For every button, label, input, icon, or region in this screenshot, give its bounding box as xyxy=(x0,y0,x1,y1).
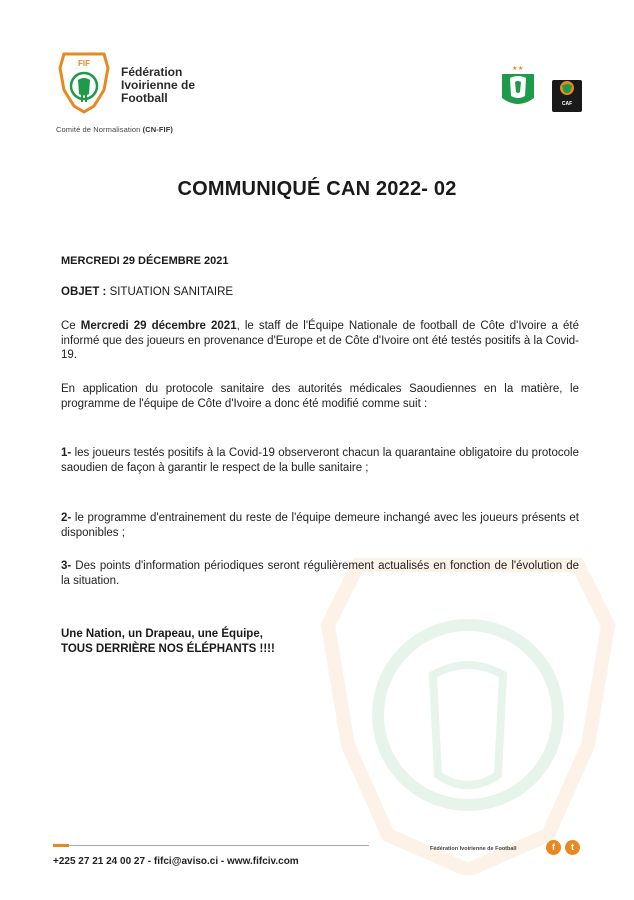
subject-text: SITUATION SANITAIRE xyxy=(106,286,234,298)
twitter-icon[interactable]: t xyxy=(565,840,580,855)
cote-divoire-crest-icon xyxy=(502,65,534,104)
facebook-icon[interactable]: f xyxy=(546,840,561,855)
item1-number: 1- xyxy=(61,447,72,459)
committee-label xyxy=(56,125,173,134)
svg-text:★: ★ xyxy=(512,66,518,72)
partner-logos xyxy=(500,62,592,114)
subject-label: OBJET : xyxy=(61,286,107,298)
committee-code: (CN-FIF) xyxy=(142,125,173,134)
item3-number: 3- xyxy=(61,560,72,572)
document-title: COMMUNIQUÉ CAN 2022- 02 xyxy=(177,178,457,200)
slogan-line2: TOUS DERRIÈRE NOS ÉLÉPHANTS !!!! xyxy=(61,642,275,655)
svg-text:★: ★ xyxy=(518,66,524,72)
fif-logo xyxy=(58,50,110,114)
watermark-logo xyxy=(318,545,618,875)
committee-name: Comité de Normalisation xyxy=(56,125,143,134)
footer-federation-name: Fédération Ivoirienne de Football xyxy=(430,846,517,852)
paragraph-intro xyxy=(61,319,579,363)
federation-name xyxy=(121,66,195,105)
slogan xyxy=(61,627,275,657)
item1-text: les joueurs testés positifs à la Covid-19 observeront chacun la quarantaine obligatoire du protocole saoudien de façon à garantir le respect de la bulle sanitaire ; xyxy=(61,447,579,474)
logo-letters: FIF xyxy=(78,59,90,68)
footer-divider xyxy=(69,845,369,846)
item2-text: le programme d'entrainement du reste de l'équipe demeure inchangé avec les joueurs présents et disponibles ; xyxy=(61,512,579,539)
federation-name-line2: Ivoirienne de xyxy=(121,78,196,92)
document-subject xyxy=(61,286,233,298)
slogan-line1: Une Nation, un Drapeau, une Équipe, xyxy=(61,628,263,640)
list-item-1 xyxy=(61,446,579,475)
list-item-2 xyxy=(61,511,579,540)
footer-contact: +225 27 21 24 00 27 - fifci@aviso.ci - www.fifciv.com xyxy=(53,856,299,867)
p1-date: Mercredi 29 décembre 2021 xyxy=(80,320,237,332)
p1-prefix: Ce xyxy=(61,320,81,332)
document-date: MERCREDI 29 DÉCEMBRE 2021 xyxy=(61,255,229,267)
federation-name-line3: Football xyxy=(121,91,168,105)
federation-name-line1: Fédération xyxy=(121,65,183,79)
item2-number: 2- xyxy=(61,512,72,524)
paragraph-protocol: En application du protocole sanitaire des autorités médicales Saoudiennes en la matière, le programme de l'équipe de Côte d'Ivoire a donc été modifié comme suit : xyxy=(61,383,579,410)
item3-text: Des points d'information périodiques seront régulièrement actualisés en fonction de l'évolution de la situation. xyxy=(61,560,579,587)
p1-text: , le staff de l'Équipe Nationale de football de Côte d'Ivoire a été informé que des joueurs en provenance d'Europe et de Côte d'Ivoire ont été testés positifs à la Covid-19. xyxy=(61,320,579,362)
footer-accent-line xyxy=(53,844,69,847)
caf-label: CAF xyxy=(561,101,573,107)
caf-logo-icon xyxy=(552,80,582,112)
list-item-3 xyxy=(61,559,579,588)
